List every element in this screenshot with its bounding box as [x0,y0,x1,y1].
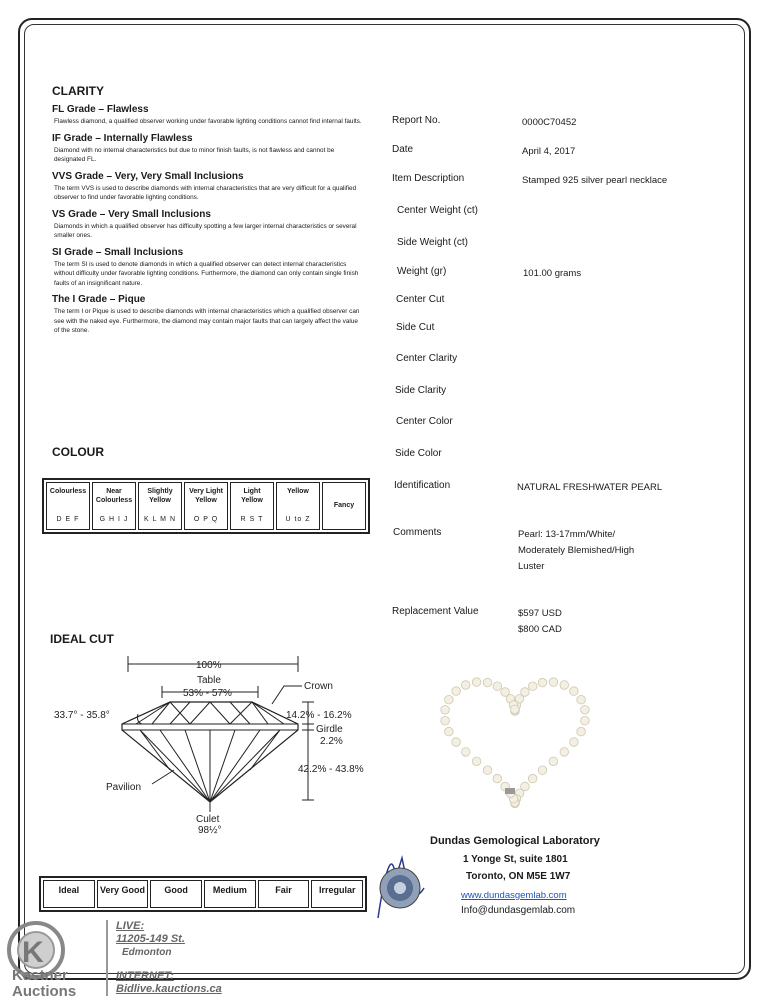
colour-cell-name: Fancy [333,501,355,509]
auction-address: 11205-149 St. [116,933,185,945]
colour-cell-fancy [322,482,366,530]
crown-height-value: 14.2% - 16.2% [286,710,352,721]
lab-name: Dundas Gemological Laboratory [430,835,600,847]
ideal-cut-title: IDEAL CUT [50,632,114,646]
grade-fl-title: FL Grade – Flawless [52,104,149,115]
pearl [445,727,454,736]
side-cut-label: Side Cut [396,322,435,333]
colour-cell-name: Colourless [49,488,87,495]
lab-email: Info@dundasgemlab.com [461,905,576,916]
colour-cell-range: K L M N [143,516,177,523]
pearl [581,706,590,715]
pearl [445,695,454,704]
comments-label: Comments [393,527,442,538]
cut-grade-good: Good [150,880,202,908]
pearl [528,682,537,691]
pearl [549,678,558,687]
pearl [581,716,590,725]
pearl [570,687,579,696]
report-no-label: Report No. [392,115,441,126]
auction-internet-label: INTERNET: [116,970,174,982]
pearl [577,727,586,736]
colour-cell-yellow [276,482,320,530]
colour-cell-range: U to Z [285,516,311,523]
colour-cell-name: Light Yellow [241,488,263,504]
pearl [483,678,492,687]
auction-live-label: LIVE: [116,920,145,932]
grade-i-title: The I Grade – Pique [52,294,146,305]
report-no-value: 0000C70452 [522,117,577,128]
grade-if-desc: Diamond with no internal characteristics but due to minor finish faults, is not flawless and cannot be designated FL. [54,146,335,163]
culet-value: 98½° [198,825,222,836]
comments-line-3: Luster [518,561,545,572]
pearl [472,757,481,766]
pearl [570,738,579,747]
table-range: 53% - 57% [183,688,232,699]
colour-cell-name: Very Light Yellow [189,488,223,504]
center-cut-label: Center Cut [396,294,445,305]
grade-vs-title: VS Grade – Very Small Inclusions [52,208,211,220]
center-clarity-label: Center Clarity [396,353,458,364]
comments-line-2: Moderately Blemished/High [518,545,635,556]
pearl [577,695,586,704]
lab-website-link[interactable]: www.dundasgemlab.com [461,890,567,901]
pearl [560,681,569,690]
grade-i-desc: The term I or Pique is used to describe diamonds with internal characteristics which a qualified observer can see with the naked eye. Furthermore, the diamond may contain major faults that can largely affect the value of the stone. [54,308,360,334]
side-color-label: Side Color [395,448,442,459]
colour-cell-range: O P Q [193,516,219,523]
pavilion-label: Pavilion [106,782,142,793]
crown-label: Crown [304,681,333,692]
pearl [538,678,547,687]
crown-facets [136,702,284,724]
identification-value: NATURAL FRESHWATER PEARL [517,482,663,493]
weight-value: 101.00 grams [523,268,582,279]
girdle-label: Girdle [316,724,343,735]
pearl [511,705,520,714]
pearl [461,681,470,690]
colour-cell-range: R S T [240,516,264,523]
pearl [560,748,569,757]
pearl [452,687,461,696]
pearl [528,774,537,783]
cut-grade-fair: Fair [258,880,310,908]
pearl [452,738,461,747]
cut-grade-irregular: Irregular [311,880,363,908]
comments-line-1: Pearl: 13-17mm/White/ [518,529,616,540]
grade-if-title: IF Grade – Internally Flawless [52,132,193,144]
lab-address-1: 1 Yonge St, suite 1801 [463,854,568,865]
pearl [483,766,492,775]
item-description-label: Item Description [392,173,465,184]
seal-core [394,882,406,894]
replacement-value-label: Replacement Value [392,606,479,617]
colour-scale-table [42,478,370,534]
cut-grade-very-good: Very Good [97,880,149,908]
auction-site-link[interactable]: Bidlive.kauctions.ca [116,983,222,995]
pearl [493,774,502,783]
table-label: Table [197,675,221,686]
cut-grade-ideal: Ideal [43,880,95,908]
cut-grade-medium: Medium [204,880,256,908]
pearl [521,688,530,697]
crown-pointer [272,686,302,704]
pearl [538,766,547,775]
auction-city: Edmonton [122,947,172,958]
colour-cell-very-light-yellow [184,482,228,530]
pavilion-depth-value: 42.2% - 43.8% [298,764,364,775]
colour-cell-range: G H I J [99,516,129,523]
total-width-label: 100% [196,660,222,671]
side-clarity-label: Side Clarity [395,385,447,396]
grade-fl-desc: Flawless diamond, a qualified observer working under favorable lighting conditions cannot find internal faults. [54,118,362,125]
svg-text:K: K [22,936,44,969]
pearl [441,706,450,715]
pearl [461,748,470,757]
colour-cell-near-colourless [92,482,136,530]
replacement-usd: $597 USD [518,608,562,619]
pavilion-pointer [152,770,174,784]
diamond-proportions-diagram [40,650,370,840]
colour-cell-slightly-yellow [138,482,182,530]
pearl [441,716,450,725]
grade-si-title: SI Grade – Small Inclusions [52,246,184,258]
pearl-necklace-image [435,670,595,810]
crown-angle-value: 33.7° - 35.8° [54,710,110,721]
culet-label: Culet [196,814,220,825]
grade-vs-desc: Diamonds in which a qualified observer has difficulty spotting a few larger internal characteristics or several smaller ones. [54,222,357,239]
date-label: Date [392,144,414,155]
identification-label: Identification [394,480,451,491]
svg-text:Kastner: Kastner [12,967,68,984]
auction-watermark [0,916,240,1000]
girdle-value: 2.2% [320,736,343,747]
pearl [472,678,481,687]
grade-si-desc: The term SI is used to denote diamonds in which a qualified observer can detect internal characteristics without difficulty under favorable lighting conditions. Furthermore, the diamond can only contain single finish faults of an insignificant nature. [54,260,359,287]
clarity-section [52,84,362,336]
replacement-cad: $800 CAD [518,624,562,635]
colour-title: COLOUR [52,445,104,459]
weight-label: Weight (gr) [397,266,447,277]
colour-cell-colourless [46,482,90,530]
svg-text:Auctions: Auctions [12,983,77,1000]
colour-cell-name: Near Colourless [95,488,133,504]
grade-vvs-title: VVS Grade – Very, Very Small Inclusions [52,170,244,182]
pearl [549,757,558,766]
colour-cell-name: Slightly Yellow [147,488,173,504]
clasp-icon [505,788,515,794]
clarity-title: CLARITY [52,84,104,98]
kastner-logo-icon [0,916,105,1000]
cut-grade-table [39,876,367,912]
item-description-value: Stamped 925 silver pearl necklace [522,175,668,186]
colour-cell-name: Yellow [287,488,309,495]
lab-address-2: Toronto, ON M5E 1W7 [466,871,571,882]
hologram-seal-icon [372,848,432,928]
pearl [493,682,502,691]
colour-cell-light-yellow [230,482,274,530]
side-weight-label: Side Weight (ct) [397,237,468,248]
grade-vvs-desc: The term VVS is used to describe diamonds with internal characteristics that are very difficult for a qualified observer to find under favorable lighting conditions. [54,184,357,201]
center-color-label: Center Color [396,416,453,427]
center-weight-label: Center Weight (ct) [397,205,478,216]
pavilion-facets [140,730,280,802]
colour-cell-range: D E F [56,516,80,523]
date-value: April 4, 2017 [522,146,576,157]
